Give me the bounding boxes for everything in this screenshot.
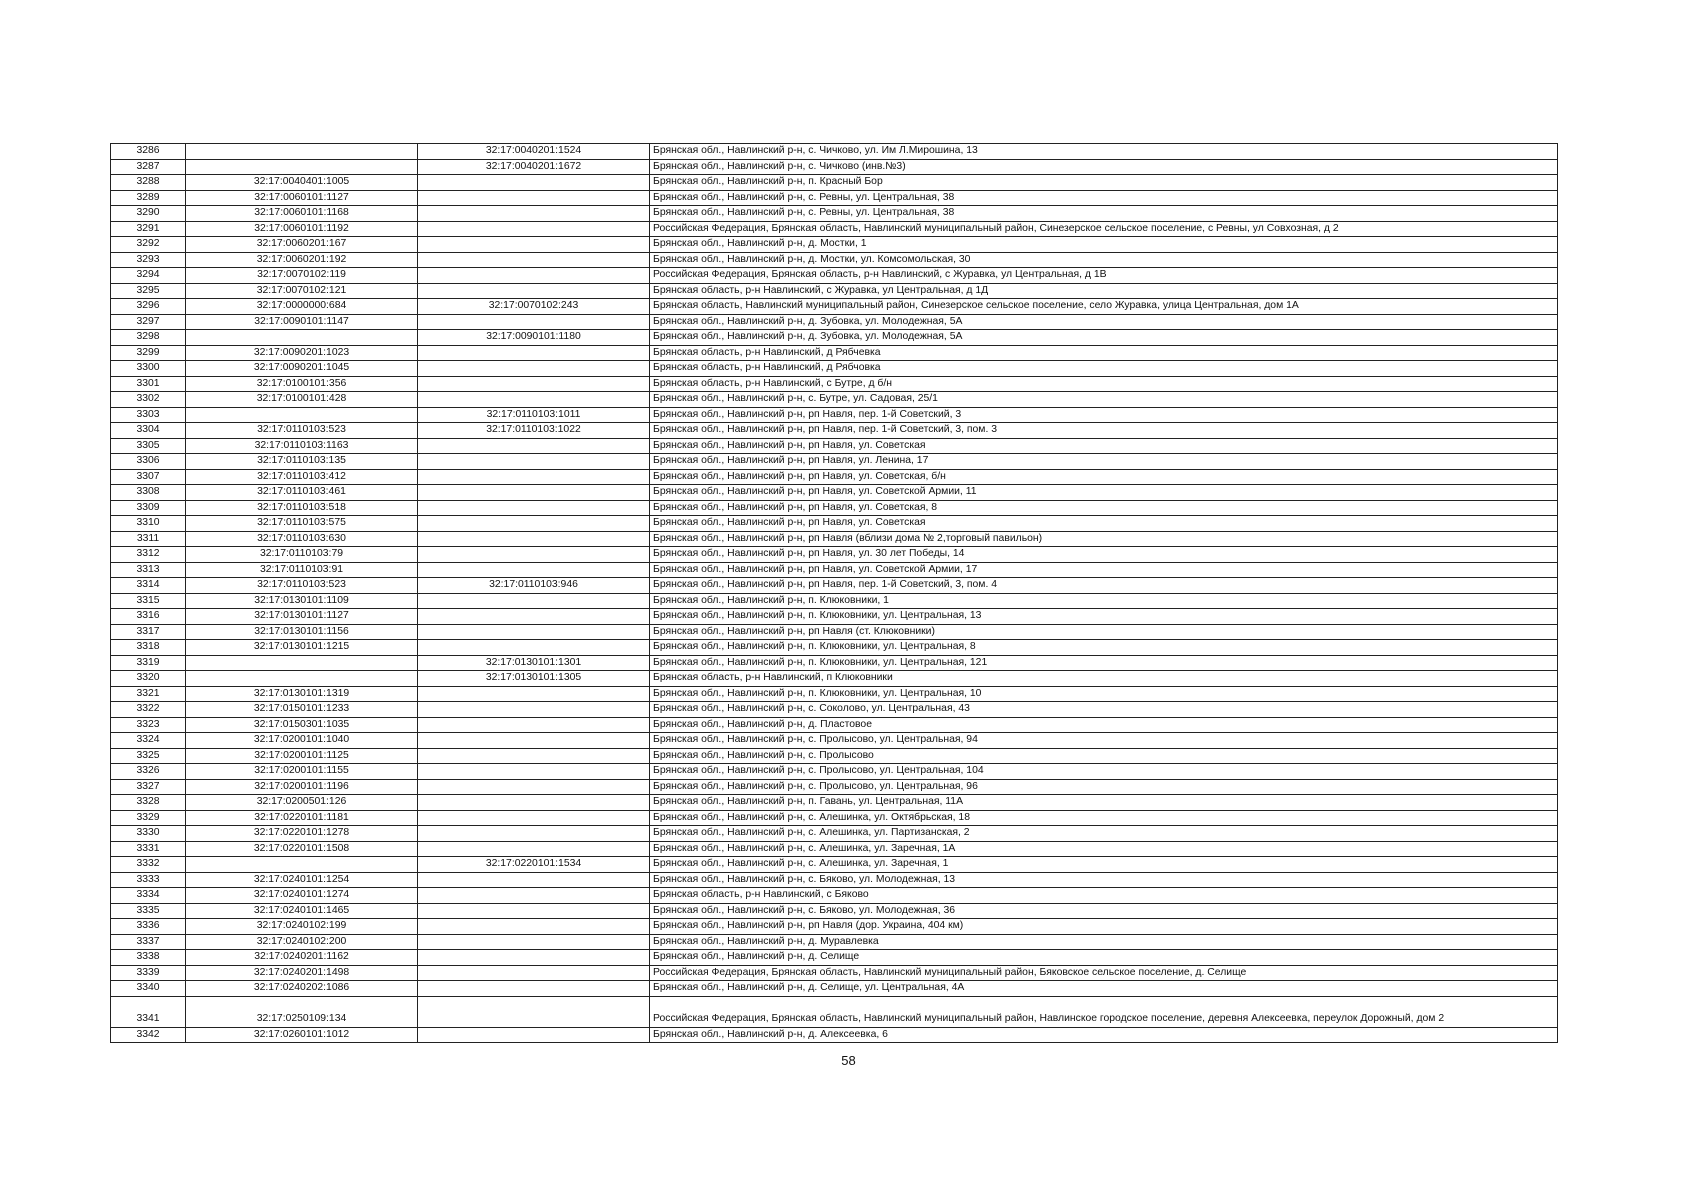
cadastral-number-cell: 32:17:0150101:1233 — [186, 702, 418, 718]
related-cadastral-number-cell — [418, 640, 650, 656]
cadastral-number-cell: 32:17:0130101:1109 — [186, 593, 418, 609]
table-row — [111, 407, 1558, 423]
address-cell: Брянская область, р-н Навлинский, д Рябчевка — [650, 345, 1558, 361]
related-cadastral-number-cell — [418, 965, 650, 981]
row-number-cell: 3310 — [111, 516, 186, 532]
address-cell: Брянская обл., Навлинский р-н, п. Клюковники, ул. Центральная, 8 — [650, 640, 1558, 656]
related-cadastral-number-cell — [418, 392, 650, 408]
address-cell: Брянская обл., Навлинский р-н, д. Зубовка, ул. Молодежная, 5А — [650, 330, 1558, 346]
cadastral-number-cell: 32:17:0110103:523 — [186, 578, 418, 594]
row-number-cell: 3288 — [111, 175, 186, 191]
related-cadastral-number-cell: 32:17:0220101:1534 — [418, 857, 650, 873]
table-row — [111, 702, 1558, 718]
related-cadastral-number-cell — [418, 454, 650, 470]
address-cell: Брянская обл., Навлинский р-н, п. Клюковники, ул. Центральная, 121 — [650, 655, 1558, 671]
address-cell: Брянская обл., Навлинский р-н, рп Навля, ул. Ленина, 17 — [650, 454, 1558, 470]
cadastral-number-cell: 32:17:0110103:630 — [186, 531, 418, 547]
address-cell: Брянская обл., Навлинский р-н, п. Гавань, ул. Центральная, 11А — [650, 795, 1558, 811]
cadastral-number-cell: 32:17:0110103:575 — [186, 516, 418, 532]
related-cadastral-number-cell — [418, 221, 650, 237]
related-cadastral-number-cell — [418, 345, 650, 361]
cadastral-number-cell: 32:17:0240101:1254 — [186, 872, 418, 888]
related-cadastral-number-cell — [418, 950, 650, 966]
cadastral-number-cell: 32:17:0240101:1465 — [186, 903, 418, 919]
table-row — [111, 578, 1558, 594]
cadastral-number-cell — [186, 330, 418, 346]
related-cadastral-number-cell — [418, 919, 650, 935]
row-number-cell: 3302 — [111, 392, 186, 408]
row-number-cell: 3296 — [111, 299, 186, 315]
row-number-cell: 3329 — [111, 810, 186, 826]
row-number-cell: 3307 — [111, 469, 186, 485]
cadastral-number-cell: 32:17:0130101:1127 — [186, 609, 418, 625]
table-row — [111, 454, 1558, 470]
related-cadastral-number-cell — [418, 500, 650, 516]
table-row — [111, 361, 1558, 377]
cadastral-number-cell: 32:17:0130101:1215 — [186, 640, 418, 656]
table-row — [111, 314, 1558, 330]
cadastral-number-cell: 32:17:0150301:1035 — [186, 717, 418, 733]
related-cadastral-number-cell — [418, 903, 650, 919]
address-cell: Брянская обл., Навлинский р-н, с. Чичково, ул. Им Л.Мирошина, 13 — [650, 144, 1558, 160]
row-number-cell: 3294 — [111, 268, 186, 284]
cadastral-number-cell: 32:17:0220101:1278 — [186, 826, 418, 842]
address-cell: Брянская обл., Навлинский р-н, рп Навля, пер. 1-й Советский, 3, пом. 4 — [650, 578, 1558, 594]
table-row — [111, 841, 1558, 857]
related-cadastral-number-cell — [418, 609, 650, 625]
table-row — [111, 562, 1558, 578]
related-cadastral-number-cell — [418, 206, 650, 222]
table-row — [111, 888, 1558, 904]
related-cadastral-number-cell — [418, 175, 650, 191]
table-row — [111, 221, 1558, 237]
cadastral-number-cell: 32:17:0200101:1125 — [186, 748, 418, 764]
page-number: 58 — [841, 1053, 856, 1068]
cadastral-number-cell: 32:17:0060101:1127 — [186, 190, 418, 206]
address-cell: Брянская область, р-н Навлинский, д Рябчовка — [650, 361, 1558, 377]
row-number-cell: 3287 — [111, 159, 186, 175]
address-cell: Брянская обл., Навлинский р-н, с. Пролысово — [650, 748, 1558, 764]
address-cell: Российская Федерация, Брянская область, Навлинский муниципальный район, Бяковское сельское поселение, д. Селище — [650, 965, 1558, 981]
address-cell: Брянская обл., Навлинский р-н, п. Красный Бор — [650, 175, 1558, 191]
related-cadastral-number-cell: 32:17:0130101:1301 — [418, 655, 650, 671]
table-row — [111, 376, 1558, 392]
row-number-cell: 3319 — [111, 655, 186, 671]
related-cadastral-number-cell — [418, 376, 650, 392]
address-cell: Брянская обл., Навлинский р-н, рп Навля, пер. 1-й Советский, 3 — [650, 407, 1558, 423]
table-row — [111, 717, 1558, 733]
cadastral-number-cell: 32:17:0060201:167 — [186, 237, 418, 253]
related-cadastral-number-cell — [418, 702, 650, 718]
table-row — [111, 144, 1558, 160]
related-cadastral-number-cell: 32:17:0040201:1672 — [418, 159, 650, 175]
cadastral-number-cell: 32:17:0060201:192 — [186, 252, 418, 268]
cadastral-number-cell: 32:17:0100101:356 — [186, 376, 418, 392]
address-cell: Брянская обл., Навлинский р-н, рп Навля, пер. 1-й Советский, 3, пом. 3 — [650, 423, 1558, 439]
table-row — [111, 857, 1558, 873]
table-row — [111, 330, 1558, 346]
table-row — [111, 903, 1558, 919]
table-row — [111, 283, 1558, 299]
row-number-cell: 3335 — [111, 903, 186, 919]
related-cadastral-number-cell: 32:17:0110103:946 — [418, 578, 650, 594]
row-number-cell: 3309 — [111, 500, 186, 516]
table-row — [111, 981, 1558, 997]
cadastral-number-cell: 32:17:0070102:121 — [186, 283, 418, 299]
row-number-cell: 3291 — [111, 221, 186, 237]
table-row — [111, 500, 1558, 516]
cadastral-number-cell: 32:17:0250109:134 — [186, 996, 418, 1027]
cadastral-number-cell: 32:17:0110103:1163 — [186, 438, 418, 454]
cadastral-number-cell: 32:17:0060101:1168 — [186, 206, 418, 222]
table-row — [111, 1027, 1558, 1043]
related-cadastral-number-cell — [418, 888, 650, 904]
row-number-cell: 3328 — [111, 795, 186, 811]
cadastral-number-cell — [186, 857, 418, 873]
row-number-cell: 3289 — [111, 190, 186, 206]
address-cell: Брянская обл., Навлинский р-н, с. Алешинка, ул. Партизанская, 2 — [650, 826, 1558, 842]
related-cadastral-number-cell — [418, 593, 650, 609]
address-cell: Брянская обл., Навлинский р-н, с. Соколово, ул. Центральная, 43 — [650, 702, 1558, 718]
row-number-cell: 3330 — [111, 826, 186, 842]
related-cadastral-number-cell — [418, 268, 650, 284]
row-number-cell: 3331 — [111, 841, 186, 857]
address-cell: Брянская обл., Навлинский р-н, рп Навля, ул. 30 лет Победы, 14 — [650, 547, 1558, 563]
related-cadastral-number-cell: 32:17:0040201:1524 — [418, 144, 650, 160]
table-row — [111, 531, 1558, 547]
table-row — [111, 237, 1558, 253]
row-number-cell: 3341 — [111, 996, 186, 1027]
address-cell: Брянская обл., Навлинский р-н, д. Селище — [650, 950, 1558, 966]
row-number-cell: 3339 — [111, 965, 186, 981]
row-number-cell: 3336 — [111, 919, 186, 935]
cadastral-number-cell: 32:17:0110103:91 — [186, 562, 418, 578]
related-cadastral-number-cell — [418, 314, 650, 330]
address-cell: Брянская область, Навлинский муниципальный район, Синезерское сельское поселение, село Журавка, улица Центральная, дом 1А — [650, 299, 1558, 315]
address-cell: Брянская обл., Навлинский р-н, д. Муравлевка — [650, 934, 1558, 950]
row-number-cell: 3300 — [111, 361, 186, 377]
table-row — [111, 934, 1558, 950]
address-cell: Брянская обл., Навлинский р-н, рп Навля, ул. Советской Армии, 11 — [650, 485, 1558, 501]
table-row — [111, 252, 1558, 268]
related-cadastral-number-cell — [418, 361, 650, 377]
row-number-cell: 3293 — [111, 252, 186, 268]
cadastral-number-cell: 32:17:0000000:684 — [186, 299, 418, 315]
related-cadastral-number-cell: 32:17:0130101:1305 — [418, 671, 650, 687]
row-number-cell: 3333 — [111, 872, 186, 888]
cadastral-number-cell: 32:17:0200501:126 — [186, 795, 418, 811]
related-cadastral-number-cell — [418, 252, 650, 268]
row-number-cell: 3316 — [111, 609, 186, 625]
table-row — [111, 919, 1558, 935]
related-cadastral-number-cell — [418, 764, 650, 780]
row-number-cell: 3340 — [111, 981, 186, 997]
row-number-cell: 3297 — [111, 314, 186, 330]
cadastral-number-cell: 32:17:0260101:1012 — [186, 1027, 418, 1043]
address-cell: Брянская обл., Навлинский р-н, рп Навля, ул. Советской Армии, 17 — [650, 562, 1558, 578]
related-cadastral-number-cell — [418, 981, 650, 997]
related-cadastral-number-cell — [418, 562, 650, 578]
row-number-cell: 3314 — [111, 578, 186, 594]
related-cadastral-number-cell — [418, 485, 650, 501]
row-number-cell: 3322 — [111, 702, 186, 718]
address-cell: Брянская обл., Навлинский р-н, с. Алешинка, ул. Заречная, 1 — [650, 857, 1558, 873]
table-row — [111, 469, 1558, 485]
table-row — [111, 159, 1558, 175]
row-number-cell: 3299 — [111, 345, 186, 361]
row-number-cell: 3311 — [111, 531, 186, 547]
table-row — [111, 810, 1558, 826]
table-row — [111, 686, 1558, 702]
address-cell: Брянская обл., Навлинский р-н, рп Навля, ул. Советская — [650, 516, 1558, 532]
related-cadastral-number-cell — [418, 810, 650, 826]
related-cadastral-number-cell — [418, 516, 650, 532]
row-number-cell: 3334 — [111, 888, 186, 904]
related-cadastral-number-cell — [418, 531, 650, 547]
related-cadastral-number-cell — [418, 717, 650, 733]
address-cell: Брянская область, р-н Навлинский, с Бяково — [650, 888, 1558, 904]
related-cadastral-number-cell: 32:17:0090101:1180 — [418, 330, 650, 346]
address-cell: Брянская обл., Навлинский р-н, с. Чичково (инв.№3) — [650, 159, 1558, 175]
address-cell: Брянская обл., Навлинский р-н, с. Пролысово, ул. Центральная, 104 — [650, 764, 1558, 780]
cadastral-number-cell — [186, 655, 418, 671]
address-cell: Брянская обл., Навлинский р-н, рп Навля (вблизи дома № 2,торговый павильон) — [650, 531, 1558, 547]
address-cell: Брянская обл., Навлинский р-н, рп Навля (дор. Украина, 404 км) — [650, 919, 1558, 935]
table-row — [111, 206, 1558, 222]
registry-table — [110, 143, 1558, 1043]
table-row — [111, 795, 1558, 811]
related-cadastral-number-cell — [418, 283, 650, 299]
cadastral-number-cell: 32:17:0100101:428 — [186, 392, 418, 408]
address-cell: Брянская обл., Навлинский р-н, с. Пролысово, ул. Центральная, 96 — [650, 779, 1558, 795]
address-cell: Брянская обл., Навлинский р-н, с. Бутре, ул. Садовая, 25/1 — [650, 392, 1558, 408]
related-cadastral-number-cell — [418, 779, 650, 795]
cadastral-number-cell: 32:17:0240201:1498 — [186, 965, 418, 981]
address-cell: Брянская область, р-н Навлинский, с Бутре, д б/н — [650, 376, 1558, 392]
row-number-cell: 3338 — [111, 950, 186, 966]
cadastral-number-cell: 32:17:0240201:1162 — [186, 950, 418, 966]
cadastral-number-cell: 32:17:0240101:1274 — [186, 888, 418, 904]
table-row — [111, 485, 1558, 501]
cadastral-number-cell: 32:17:0110103:461 — [186, 485, 418, 501]
table-row — [111, 826, 1558, 842]
related-cadastral-number-cell — [418, 469, 650, 485]
row-number-cell: 3315 — [111, 593, 186, 609]
cadastral-number-cell: 32:17:0040401:1005 — [186, 175, 418, 191]
table-row — [111, 764, 1558, 780]
cadastral-number-cell: 32:17:0200101:1196 — [186, 779, 418, 795]
row-number-cell: 3301 — [111, 376, 186, 392]
cadastral-number-cell: 32:17:0090101:1147 — [186, 314, 418, 330]
address-cell: Российская Федерация, Брянская область, Навлинский муниципальный район, Синезерское сельское поселение, с Ревны, ул Совхозная, д 2 — [650, 221, 1558, 237]
row-number-cell: 3286 — [111, 144, 186, 160]
related-cadastral-number-cell — [418, 624, 650, 640]
related-cadastral-number-cell — [418, 190, 650, 206]
address-cell: Брянская обл., Навлинский р-н, с. Ревны, ул. Центральная, 38 — [650, 190, 1558, 206]
table-row — [111, 345, 1558, 361]
related-cadastral-number-cell — [418, 826, 650, 842]
table-row — [111, 547, 1558, 563]
row-number-cell: 3332 — [111, 857, 186, 873]
row-number-cell: 3290 — [111, 206, 186, 222]
row-number-cell: 3326 — [111, 764, 186, 780]
address-cell: Брянская обл., Навлинский р-н, д. Зубовка, ул. Молодежная, 5А — [650, 314, 1558, 330]
cadastral-number-cell: 32:17:0090201:1045 — [186, 361, 418, 377]
related-cadastral-number-cell — [418, 872, 650, 888]
row-number-cell: 3304 — [111, 423, 186, 439]
address-cell: Брянская обл., Навлинский р-н, д. Селище, ул. Центральная, 4А — [650, 981, 1558, 997]
row-number-cell: 3312 — [111, 547, 186, 563]
related-cadastral-number-cell — [418, 733, 650, 749]
table-row — [111, 872, 1558, 888]
table-row — [111, 655, 1558, 671]
registry-table-body — [111, 144, 1558, 1043]
address-cell: Брянская обл., Навлинский р-н, с. Пролысово, ул. Центральная, 94 — [650, 733, 1558, 749]
cadastral-number-cell: 32:17:0060101:1192 — [186, 221, 418, 237]
address-cell: Брянская обл., Навлинский р-н, с. Алешинка, ул. Заречная, 1А — [650, 841, 1558, 857]
related-cadastral-number-cell: 32:17:0110103:1011 — [418, 407, 650, 423]
table-row — [111, 640, 1558, 656]
address-cell: Брянская обл., Навлинский р-н, рп Навля, ул. Советская, 8 — [650, 500, 1558, 516]
table-row — [111, 624, 1558, 640]
table-row — [111, 299, 1558, 315]
row-number-cell: 3292 — [111, 237, 186, 253]
row-number-cell: 3318 — [111, 640, 186, 656]
address-cell: Брянская обл., Навлинский р-н, рп Навля (ст. Клюковники) — [650, 624, 1558, 640]
table-row — [111, 748, 1558, 764]
registry-table-container — [110, 143, 1557, 1043]
cadastral-number-cell: 32:17:0110103:412 — [186, 469, 418, 485]
address-cell: Брянская обл., Навлинский р-н, рп Навля, ул. Советская — [650, 438, 1558, 454]
table-row — [111, 609, 1558, 625]
row-number-cell: 3317 — [111, 624, 186, 640]
address-cell: Брянская обл., Навлинский р-н, д. Мостки, 1 — [650, 237, 1558, 253]
related-cadastral-number-cell — [418, 1027, 650, 1043]
row-number-cell: 3325 — [111, 748, 186, 764]
related-cadastral-number-cell — [418, 934, 650, 950]
cadastral-number-cell: 32:17:0110103:79 — [186, 547, 418, 563]
row-number-cell: 3295 — [111, 283, 186, 299]
table-row — [111, 516, 1558, 532]
row-number-cell: 3313 — [111, 562, 186, 578]
cadastral-number-cell: 32:17:0130101:1156 — [186, 624, 418, 640]
row-number-cell: 3305 — [111, 438, 186, 454]
cadastral-number-cell: 32:17:0110103:523 — [186, 423, 418, 439]
related-cadastral-number-cell: 32:17:0110103:1022 — [418, 423, 650, 439]
related-cadastral-number-cell — [418, 438, 650, 454]
cadastral-number-cell — [186, 671, 418, 687]
row-number-cell: 3308 — [111, 485, 186, 501]
address-cell: Брянская обл., Навлинский р-н, с. Ревны, ул. Центральная, 38 — [650, 206, 1558, 222]
table-row — [111, 175, 1558, 191]
table-row — [111, 671, 1558, 687]
address-cell: Брянская обл., Навлинский р-н, п. Клюковники, 1 — [650, 593, 1558, 609]
row-number-cell: 3306 — [111, 454, 186, 470]
related-cadastral-number-cell — [418, 996, 650, 1027]
row-number-cell: 3342 — [111, 1027, 186, 1043]
cadastral-number-cell: 32:17:0070102:119 — [186, 268, 418, 284]
related-cadastral-number-cell: 32:17:0070102:243 — [418, 299, 650, 315]
row-number-cell: 3303 — [111, 407, 186, 423]
address-cell: Брянская обл., Навлинский р-н, д. Мостки, ул. Комсомольская, 30 — [650, 252, 1558, 268]
address-cell: Брянская обл., Навлинский р-н, с. Бяково, ул. Молодежная, 36 — [650, 903, 1558, 919]
table-row — [111, 190, 1558, 206]
cadastral-number-cell: 32:17:0220101:1181 — [186, 810, 418, 826]
row-number-cell: 3337 — [111, 934, 186, 950]
table-row — [111, 438, 1558, 454]
address-cell: Российская Федерация, Брянская область, Навлинский муниципальный район, Навлинское городское поселение, деревня Алексеевка, переулок Дорожный, дом 2 — [650, 996, 1558, 1027]
related-cadastral-number-cell — [418, 748, 650, 764]
cadastral-number-cell: 32:17:0220101:1508 — [186, 841, 418, 857]
cadastral-number-cell: 32:17:0240202:1086 — [186, 981, 418, 997]
row-number-cell: 3320 — [111, 671, 186, 687]
row-number-cell: 3298 — [111, 330, 186, 346]
cadastral-number-cell: 32:17:0130101:1319 — [186, 686, 418, 702]
row-number-cell: 3327 — [111, 779, 186, 795]
related-cadastral-number-cell — [418, 686, 650, 702]
cadastral-number-cell: 32:17:0240102:199 — [186, 919, 418, 935]
address-cell: Брянская область, р-н Навлинский, с Журавка, ул Центральная, д 1Д — [650, 283, 1558, 299]
table-row — [111, 950, 1558, 966]
address-cell: Брянская обл., Навлинский р-н, рп Навля, ул. Советская, б/н — [650, 469, 1558, 485]
table-row — [111, 779, 1558, 795]
cadastral-number-cell — [186, 407, 418, 423]
related-cadastral-number-cell — [418, 237, 650, 253]
table-row — [111, 996, 1558, 1027]
address-cell: Брянская обл., Навлинский р-н, д. Алексеевка, 6 — [650, 1027, 1558, 1043]
address-cell: Брянская обл., Навлинский р-н, с. Бяково, ул. Молодежная, 13 — [650, 872, 1558, 888]
cadastral-number-cell — [186, 144, 418, 160]
related-cadastral-number-cell — [418, 841, 650, 857]
row-number-cell: 3324 — [111, 733, 186, 749]
table-row — [111, 423, 1558, 439]
row-number-cell: 3321 — [111, 686, 186, 702]
address-cell: Брянская обл., Навлинский р-н, д. Пластовое — [650, 717, 1558, 733]
cadastral-number-cell: 32:17:0240102:200 — [186, 934, 418, 950]
table-row — [111, 268, 1558, 284]
table-row — [111, 965, 1558, 981]
cadastral-number-cell: 32:17:0110103:135 — [186, 454, 418, 470]
table-row — [111, 392, 1558, 408]
cadastral-number-cell — [186, 159, 418, 175]
row-number-cell: 3323 — [111, 717, 186, 733]
cadastral-number-cell: 32:17:0110103:518 — [186, 500, 418, 516]
related-cadastral-number-cell — [418, 547, 650, 563]
address-cell: Брянская обл., Навлинский р-н, с. Алешинка, ул. Октябрьская, 18 — [650, 810, 1558, 826]
address-cell: Брянская обл., Навлинский р-н, п. Клюковники, ул. Центральная, 13 — [650, 609, 1558, 625]
table-row — [111, 733, 1558, 749]
cadastral-number-cell: 32:17:0200101:1040 — [186, 733, 418, 749]
address-cell: Брянская область, р-н Навлинский, п Клюковники — [650, 671, 1558, 687]
related-cadastral-number-cell — [418, 795, 650, 811]
address-cell: Российская Федерация, Брянская область, р-н Навлинский, с Журавка, ул Центральная, д 1В — [650, 268, 1558, 284]
table-row — [111, 593, 1558, 609]
cadastral-number-cell: 32:17:0090201:1023 — [186, 345, 418, 361]
cadastral-number-cell: 32:17:0200101:1155 — [186, 764, 418, 780]
address-cell: Брянская обл., Навлинский р-н, п. Клюковники, ул. Центральная, 10 — [650, 686, 1558, 702]
